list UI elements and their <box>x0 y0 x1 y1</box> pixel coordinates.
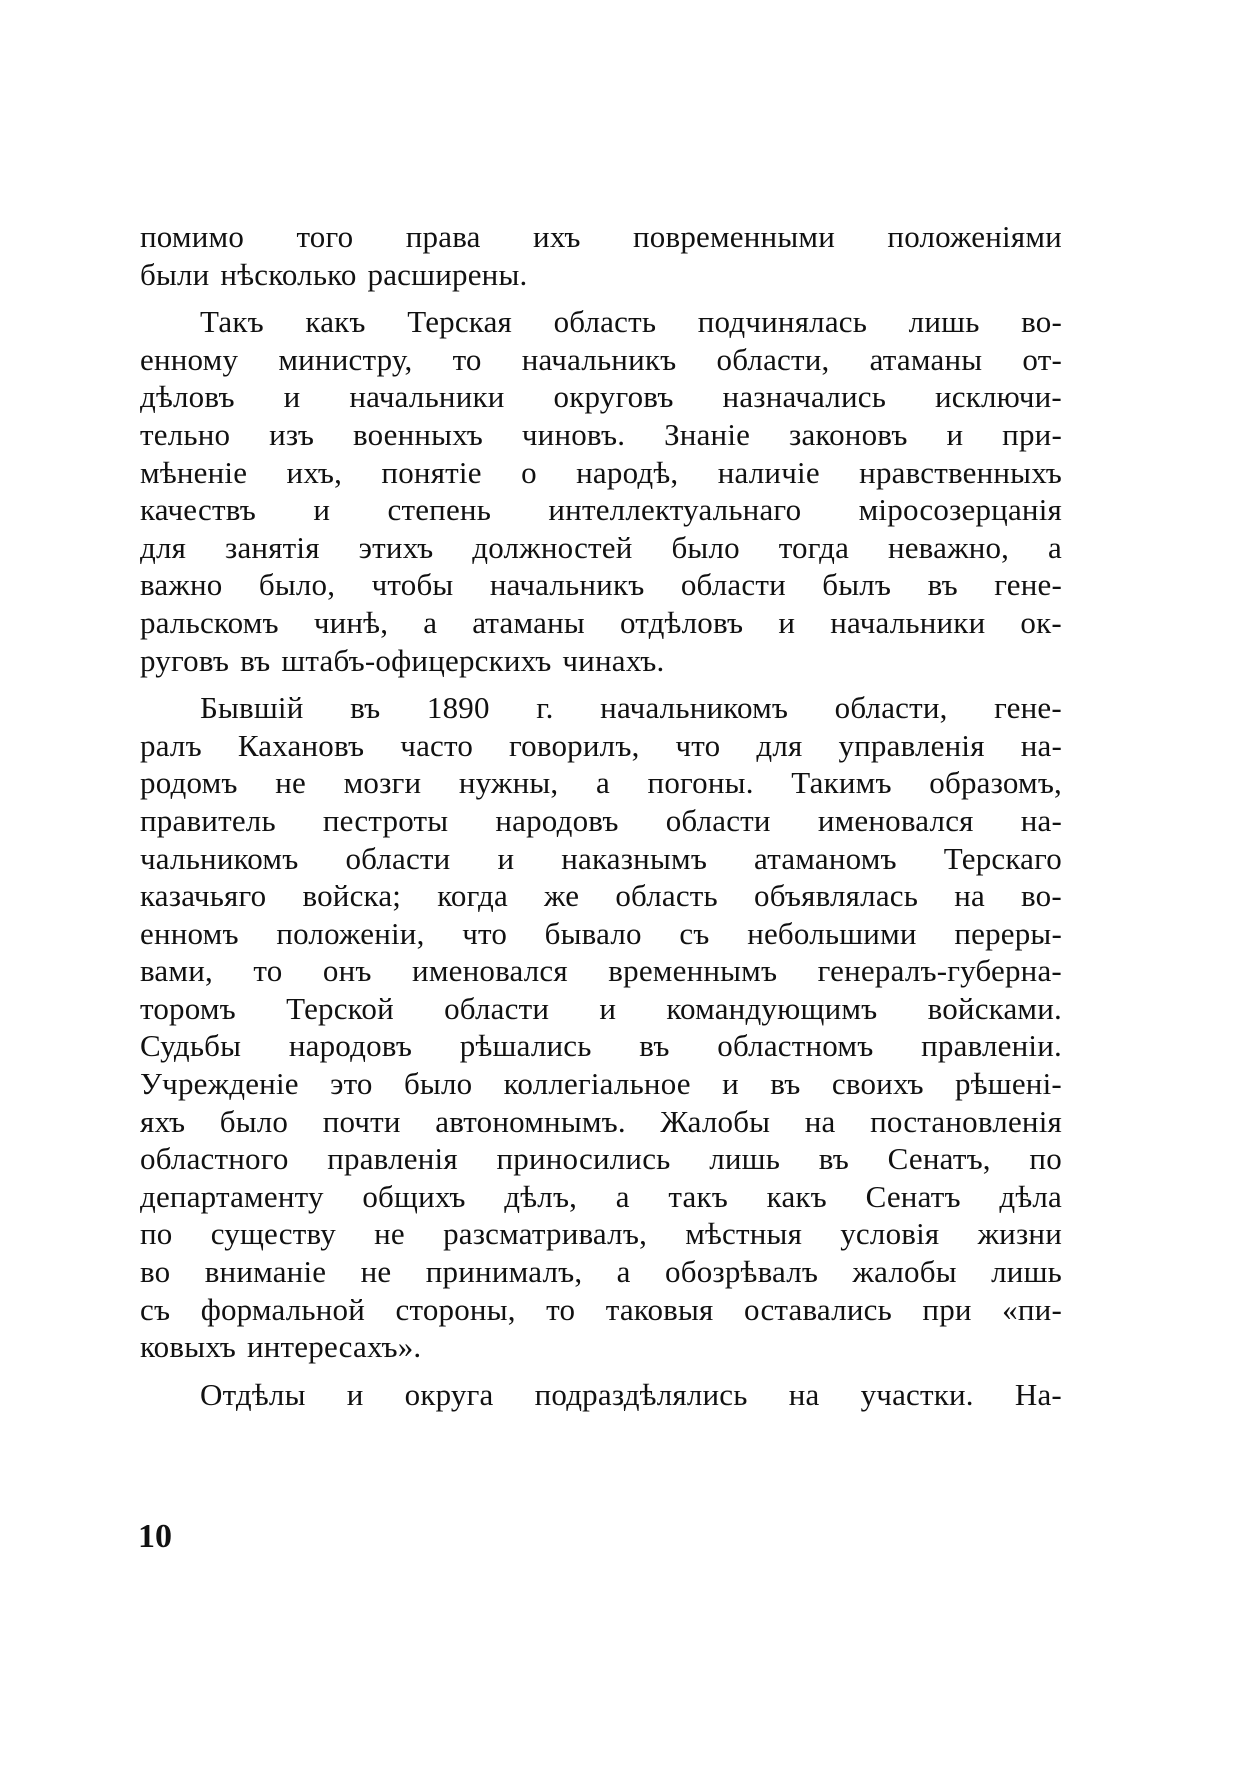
text-line: вами, то онъ именовался временнымъ генералъ-губерна- <box>140 953 1062 989</box>
text-line: ральскомъ чинѣ, а атаманы отдѣловъ и начальники ок- <box>140 604 1062 640</box>
text-line: енномъ положеніи, что бывало съ небольшими переры- <box>140 915 1062 951</box>
text-line: тельно изъ военныхъ чиновъ. Знаніе законовъ и при- <box>140 416 1062 452</box>
text-line: областного правленія приносились лишь въ Сенатъ, по <box>140 1141 1062 1177</box>
text-line: съ формальной стороны, то таковыя оставались при «пи- <box>140 1291 1062 1327</box>
text-line: казачьяго войска; когда же область объявлялась на во- <box>140 878 1062 914</box>
text-line: Отдѣлы и округа подраздѣлялись на участки. На- <box>200 1376 1062 1412</box>
text-line: дѣловъ и начальники округовъ назначались исключи- <box>140 379 1062 415</box>
paragraph <box>140 303 1062 679</box>
text-line: по существу не разсматривалъ, мѣстныя условія жизни <box>140 1216 1062 1252</box>
paragraph <box>140 1376 1062 1414</box>
paragraph <box>140 218 1062 293</box>
text-line: руговъ въ штабъ-офицерскихъ чинахъ. <box>140 642 665 678</box>
text-line: торомъ Терской области и командующимъ войсками. <box>140 990 1062 1026</box>
text-line: для занятія этихъ должностей было тогда неважно, а <box>140 529 1062 565</box>
text-line: были нѣсколько расширены. <box>140 256 528 292</box>
text-line: енному министру, то начальникъ области, атаманы от- <box>140 341 1062 377</box>
text-line: во вниманіе не принималъ, а обозрѣвалъ жалобы лишь <box>140 1254 1062 1290</box>
text-line: важно было, чтобы начальникъ области былъ въ гене- <box>140 567 1062 603</box>
text-line: качествъ и степень интеллектуальнаго міросозерцанія <box>140 492 1062 528</box>
text-line: правитель пестроты народовъ области именовался на- <box>140 802 1062 838</box>
text-line: Такъ какъ Терская область подчинялась лишь во- <box>200 304 1062 340</box>
text-line: Судьбы народовъ рѣшались въ областномъ правленіи. <box>140 1028 1062 1064</box>
text-line: департаменту общихъ дѣлъ, а такъ какъ Сенатъ дѣла <box>140 1178 1062 1214</box>
text-line: родомъ не мозги нужны, а погоны. Такимъ образомъ, <box>140 765 1062 801</box>
text-line: яхъ было почти автономнымъ. Жалобы на постановленія <box>140 1103 1062 1139</box>
body-text <box>140 218 1062 1423</box>
text-line: мѣненіе ихъ, понятіе о народѣ, наличіе нравственныхъ <box>140 454 1062 490</box>
paragraph <box>140 689 1062 1366</box>
page-number: 10 <box>138 1518 172 1555</box>
text-line: Учрежденіе это было коллегіальное и въ своихъ рѣшені- <box>140 1066 1062 1102</box>
text-line: Бывшій въ 1890 г. начальникомъ области, гене- <box>200 690 1062 726</box>
text-line: помимо того права ихъ повременными положеніями <box>140 219 1062 254</box>
text-line: чальникомъ области и наказнымъ атаманомъ Терскаго <box>140 840 1062 876</box>
text-line: ковыхъ интересахъ». <box>140 1329 422 1365</box>
text-line: ралъ Кахановъ часто говорилъ, что для управленія на- <box>140 727 1062 763</box>
